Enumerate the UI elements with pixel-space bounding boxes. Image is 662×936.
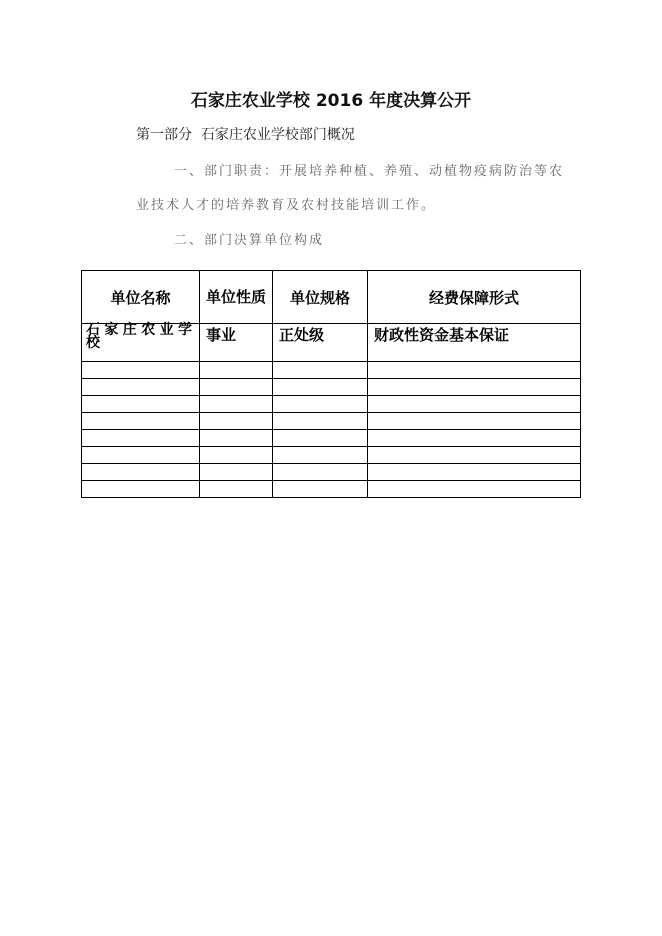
empty-cell (273, 413, 368, 430)
empty-cell (273, 481, 368, 498)
cell-funding-form: 财政性资金基本保证 (368, 324, 581, 362)
header-unit-name: 单位名称 (82, 271, 200, 324)
empty-cell (273, 447, 368, 464)
empty-cell (82, 396, 200, 413)
table-empty-row (82, 396, 581, 413)
empty-cell (200, 413, 273, 430)
empty-cell (200, 379, 273, 396)
table-empty-row (82, 481, 581, 498)
table-row (82, 324, 581, 362)
empty-cell (368, 430, 581, 447)
table-empty-row (82, 362, 581, 379)
paragraph-unit-composition: 二、部门决算单位构成 (174, 233, 325, 248)
empty-cell (273, 379, 368, 396)
empty-cell (82, 481, 200, 498)
table-header-row (82, 271, 581, 324)
paragraph-responsibilities-line-1: 一、部门职责：开展培养种植、养殖、动植物疫病防治等农 (174, 164, 565, 179)
empty-cell (368, 447, 581, 464)
empty-cell (200, 464, 273, 481)
section-heading: 第一部分 石家庄农业学校部门概况 (136, 127, 355, 143)
empty-cell (200, 447, 273, 464)
header-unit-level: 单位规格 (273, 271, 368, 324)
table-empty-row (82, 413, 581, 430)
document-title: 石家庄农业学校 2016 年度决算公开 (190, 91, 472, 111)
empty-cell (368, 362, 581, 379)
empty-cell (273, 362, 368, 379)
empty-cell (368, 413, 581, 430)
empty-cell (200, 362, 273, 379)
empty-cell (368, 379, 581, 396)
cell-unit-name: 石家庄农业学校 (82, 324, 200, 362)
empty-cell (273, 464, 368, 481)
cell-unit-level: 正处级 (273, 324, 368, 362)
empty-cell (368, 481, 581, 498)
empty-cell (82, 430, 200, 447)
empty-cell (273, 396, 368, 413)
empty-cell (368, 464, 581, 481)
table-empty-row (82, 430, 581, 447)
paragraph-responsibilities-line-2: 业技术人才的培养教育及农村技能培训工作。 (136, 198, 437, 213)
empty-cell (82, 447, 200, 464)
empty-cell (200, 481, 273, 498)
table-empty-row (82, 464, 581, 481)
empty-cell (368, 396, 581, 413)
empty-cell (82, 413, 200, 430)
empty-cell (273, 430, 368, 447)
table-empty-row (82, 379, 581, 396)
empty-cell (82, 464, 200, 481)
empty-cell (82, 362, 200, 379)
empty-cell (200, 430, 273, 447)
table-empty-row (82, 447, 581, 464)
empty-cell (200, 396, 273, 413)
empty-cell (82, 379, 200, 396)
header-funding-form: 经费保障形式 (368, 271, 581, 324)
unit-composition-table (81, 270, 581, 498)
header-unit-nature: 单位性质 (200, 271, 273, 324)
cell-unit-nature: 事业 (200, 324, 273, 362)
